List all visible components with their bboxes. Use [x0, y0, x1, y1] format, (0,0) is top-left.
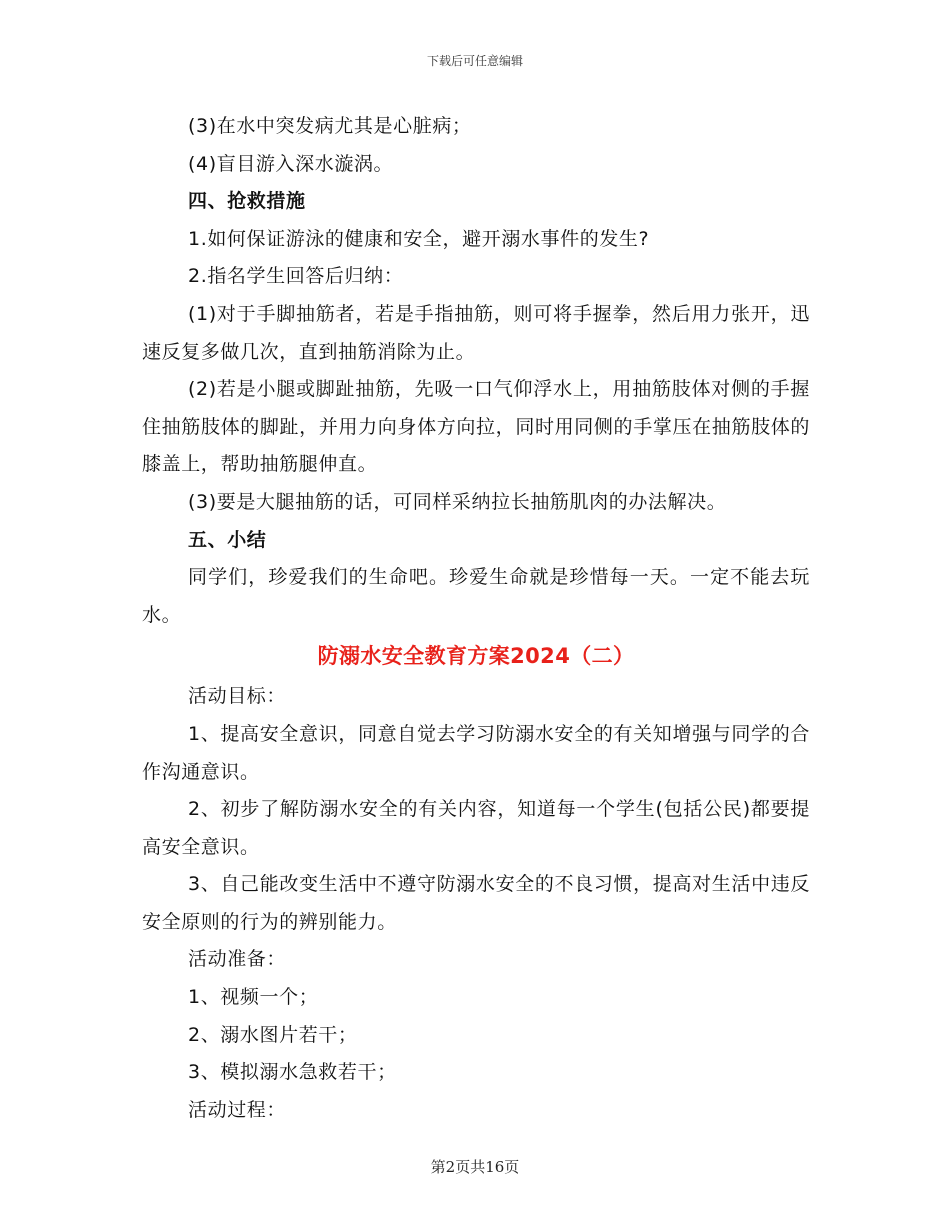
paragraph: (3)在水中突发病尤其是心脏病； [188, 115, 472, 137]
section-heading: 四、抢救措施 [188, 190, 306, 213]
paragraph: 活动准备： [188, 948, 287, 971]
document-body [142, 108, 810, 1129]
paragraph: 2、溺水图片若干； [188, 1023, 358, 1046]
page-footer: 第2页共16页 [430, 1158, 520, 1176]
section-heading: 五、小结 [188, 528, 267, 551]
paragraph: 同学们，珍爱我们的生命吧。珍爱生命就是珍惜每一天。一定不能去玩水。 [142, 566, 810, 626]
paragraph: (2)若是小腿或脚趾抽筋，先吸一口气仰浮水上，用抽筋肢体对侧的手握住抽筋肢体的脚趾，并用力向身体方向拉，同时用同侧的手掌压在抽筋肢体的膝盖上，帮助抽筋腿伸直。 [142, 378, 810, 476]
paragraph: 2、初步了解防溺水安全的有关内容，知道每一个学生(包括公民)都要提高安全意识。 [142, 798, 810, 858]
paragraph: (1)对于手脚抽筋者，若是手指抽筋，则可将手握拳，然后用力张开，迅速反复多做几次，直到抽筋消除为止。 [142, 302, 810, 363]
paragraph: (3)要是大腿抽筋的话，可同样采纳拉长抽筋肌肉的办法解决。 [188, 490, 727, 513]
document-title: 防溺水安全教育方案2024（二） [317, 644, 635, 669]
section-before-title [142, 108, 810, 634]
paragraph: (4)盲目游入深水漩涡。 [188, 152, 394, 175]
paragraph: 1、视频一个； [188, 986, 319, 1009]
paragraph: 活动目标： [188, 685, 287, 708]
paragraph: 活动过程： [188, 1098, 287, 1121]
section-after-title [142, 678, 810, 1129]
paragraph: 3、模拟溺水急救若干； [188, 1061, 397, 1084]
paragraph: 1、提高安全意识，同意自觉去学习防溺水安全的有关知增强与同学的合作沟通意识。 [142, 722, 810, 783]
page-header: 下载后可任意编辑 [426, 54, 523, 68]
paragraph: 2.指名学生回答后归纳： [188, 265, 404, 288]
paragraph: 1.如何保证游泳的健康和安全，避开溺水事件的发生? [188, 227, 650, 250]
paragraph: 3、自己能改变生活中不遵守防溺水安全的不良习惯，提高对生活中违反安全原则的行为的辨别能力。 [142, 873, 810, 933]
